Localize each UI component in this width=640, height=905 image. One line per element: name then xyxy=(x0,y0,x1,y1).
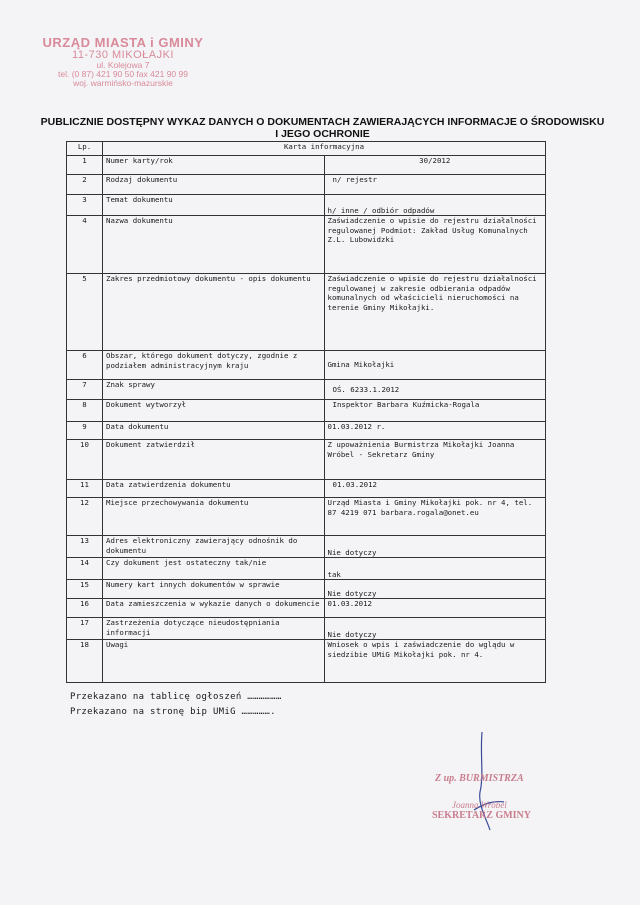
header-lp: Lp. xyxy=(67,142,103,156)
row-label: Data dokumentu xyxy=(103,422,325,440)
row-lp: 12 xyxy=(67,498,103,536)
table-row xyxy=(67,380,546,400)
stamp-line-phone: tel. (0 87) 421 90 50 fax 421 90 99 xyxy=(58,69,188,80)
notice-board-line: Przekazano na tablicę ogłoszeń ……………… xyxy=(70,692,282,702)
row-lp: 4 xyxy=(67,216,103,274)
table-row xyxy=(67,618,546,640)
row-label: Dokument zatwierdził xyxy=(103,440,325,480)
row-lp: 2 xyxy=(67,175,103,195)
row-label: Znak sprawy xyxy=(103,380,325,400)
info-card-table xyxy=(66,141,546,683)
row-value: n/ rejestr xyxy=(324,175,546,195)
row-value: tak xyxy=(324,558,546,580)
row-value: Wniosek o wpis i zaświadczenie do wglądu w siedzibie UMiG Mikołajki pok. nr 4. xyxy=(324,640,546,683)
row-label: Adres elektroniczny zawierający odnośnik do dokumentu xyxy=(103,536,325,558)
row-lp: 3 xyxy=(67,195,103,216)
stamp-line-region: woj. warmińsko-mazurskie xyxy=(73,78,173,89)
row-lp: 13 xyxy=(67,536,103,558)
stamp-line-street: ul. Kolejowa 7 xyxy=(96,60,150,71)
row-lp: 17 xyxy=(67,618,103,640)
row-lp: 1 xyxy=(67,156,103,175)
row-lp: 10 xyxy=(67,440,103,480)
handwritten-signature-icon xyxy=(460,730,520,840)
table-row xyxy=(67,536,546,558)
table-row xyxy=(67,580,546,599)
table-row xyxy=(67,195,546,216)
row-value: Nie dotyczy xyxy=(324,580,546,599)
signature-stamp-name: Joanna Wróbel xyxy=(452,800,507,810)
row-label: Miejsce przechowywania dokumentu xyxy=(103,498,325,536)
header-card: Karta informacyjna xyxy=(103,142,546,156)
row-value: Zaświadczenie o wpisie do rejestru działalności regulowanej Podmiot: Zakład Usług Komunalnych Z.L. Lubowidzki xyxy=(324,216,546,274)
row-value: Urząd Miasta i Gminy Mikołajki pok. nr 4, tel. 87 4219 071 barbara.rogala@onet.eu xyxy=(324,498,546,536)
table-row xyxy=(67,440,546,480)
table-row xyxy=(67,498,546,536)
table-row xyxy=(67,274,546,351)
row-label: Zastrzeżenia dotyczące nieudostępniania informacji xyxy=(103,618,325,640)
table-row xyxy=(67,175,546,195)
row-label: Dokument wytworzył xyxy=(103,400,325,422)
row-value: Inspektor Barbara Kuźmicka-Rogala xyxy=(324,400,546,422)
row-value: h/ inne / odbiór odpadów xyxy=(324,195,546,216)
row-lp: 9 xyxy=(67,422,103,440)
table-row xyxy=(67,422,546,440)
row-lp: 16 xyxy=(67,599,103,618)
row-label: Rodzaj dokumentu xyxy=(103,175,325,195)
office-stamp xyxy=(28,36,218,88)
row-value: 01.03.2012 xyxy=(324,480,546,498)
table-row xyxy=(67,216,546,274)
table-header-row xyxy=(67,142,546,156)
document-title: PUBLICZNIE DOSTĘPNY WYKAZ DANYCH O DOKUMENTACH ZAWIERAJĄCYCH INFORMACJE O ŚRODOWISKU I JEGO OCHRONIE xyxy=(40,116,605,140)
row-label: Obszar, którego dokument dotyczy, zgodnie z podziałem administracyjnym kraju xyxy=(103,351,325,380)
table-row xyxy=(67,400,546,422)
row-label: Temat dokumentu xyxy=(103,195,325,216)
row-lp: 6 xyxy=(67,351,103,380)
table-row xyxy=(67,599,546,618)
row-label: Data zatwierdzenia dokumentu xyxy=(103,480,325,498)
row-value: Nie dotyczy xyxy=(324,618,546,640)
table-row xyxy=(67,558,546,580)
row-label: Data zamieszczenia w wykazie danych o dokumencie xyxy=(103,599,325,618)
row-value: OŚ. 6233.1.2012 xyxy=(324,380,546,400)
row-lp: 8 xyxy=(67,400,103,422)
table-row xyxy=(67,640,546,683)
row-label: Zakres przedmiotowy dokumentu - opis dokumentu xyxy=(103,274,325,351)
row-label: Numer karty/rok xyxy=(103,156,325,175)
row-lp: 11 xyxy=(67,480,103,498)
stamp-line-city: 11-730 MIKOŁAJKI xyxy=(72,48,174,61)
row-value: Nie dotyczy xyxy=(324,536,546,558)
table-row xyxy=(67,480,546,498)
row-value: 30/2012 xyxy=(324,156,546,175)
row-lp: 18 xyxy=(67,640,103,683)
row-lp: 5 xyxy=(67,274,103,351)
row-lp: 14 xyxy=(67,558,103,580)
row-value: Z upoważnienia Burmistrza Mikołajki Joanna Wróbel - Sekretarz Gminy xyxy=(324,440,546,480)
signature-stamp-title: Z up. BURMISTRZA xyxy=(435,773,524,784)
row-value: Gmina Mikołajki xyxy=(324,351,546,380)
row-value: Zaświadczenie o wpisie do rejestru działalności regulowanej w zakresie odbierania odpadów komunalnych od właścicieli nieruchomości na terenie Gminy Mikołajki. xyxy=(324,274,546,351)
row-label: Uwagi xyxy=(103,640,325,683)
signature-stamp-role: SEKRETARZ GMINY xyxy=(432,810,531,821)
table-row xyxy=(67,351,546,380)
row-label: Numery kart innych dokumentów w sprawie xyxy=(103,580,325,599)
row-label: Czy dokument jest ostateczny tak/nie xyxy=(103,558,325,580)
stamp-line-office: URZĄD MIASTA i GMINY xyxy=(42,35,204,50)
row-value: 01.03.2012 r. xyxy=(324,422,546,440)
table-row xyxy=(67,156,546,175)
row-label: Nazwa dokumentu xyxy=(103,216,325,274)
row-value: 01.03.2012 xyxy=(324,599,546,618)
row-lp: 15 xyxy=(67,580,103,599)
bip-line: Przekazano na stronę bip UMiG ……………. xyxy=(70,707,276,717)
row-lp: 7 xyxy=(67,380,103,400)
